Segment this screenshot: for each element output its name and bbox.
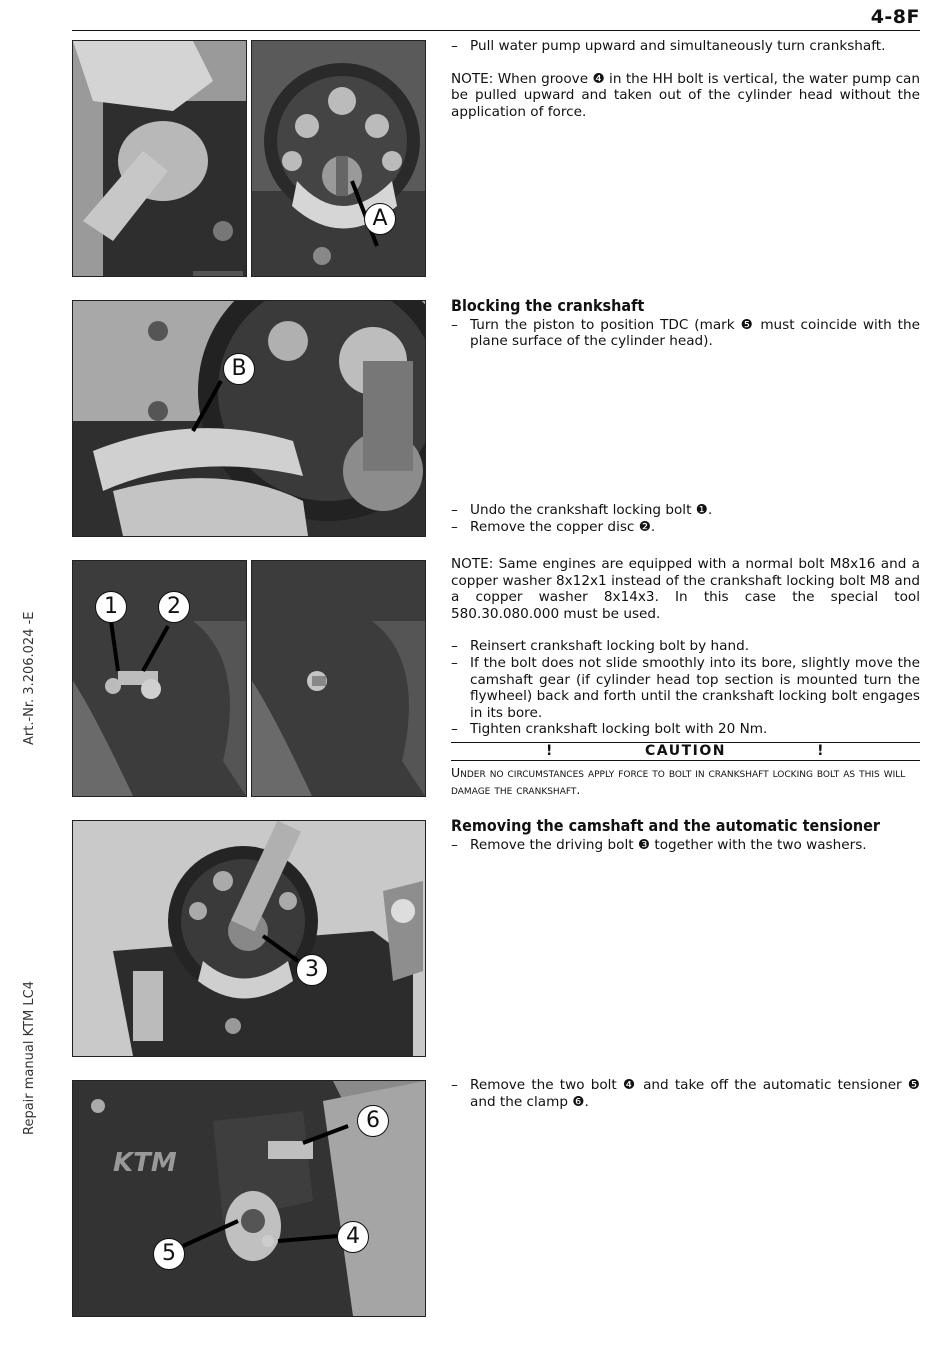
step-remove-driving-bolt: – Remove the driving bolt ❸ together with the two washers.: [451, 837, 920, 854]
step-reinsert-bolt: – Reinsert crankshaft locking bolt by hand.: [451, 638, 920, 655]
header-rule: [72, 30, 920, 31]
section-locking-bolt: [451, 556, 920, 798]
caution-label: CAUTION: [645, 742, 726, 759]
marker-4: 4: [337, 1221, 369, 1253]
note-alternate-bolt: [451, 556, 920, 622]
section-water-pump: [451, 38, 920, 120]
photo-water-pump: [72, 40, 247, 277]
photo-hh-bolt-groove: [251, 40, 426, 277]
step-remove-copper-disc: – Remove the copper disc ❷.: [451, 519, 920, 536]
caution-banner: [451, 742, 920, 761]
photo-driving-bolt: [72, 820, 426, 1057]
marker-6: 6: [357, 1105, 389, 1137]
caution-exclamation-left: !: [546, 742, 554, 759]
caution-exclamation-right: !: [817, 742, 825, 759]
section-removing-camshaft: [451, 818, 920, 853]
marker-5: 5: [153, 1238, 185, 1270]
marker-3: 3: [296, 954, 328, 986]
note-label: NOTE:: [451, 70, 494, 87]
heading-removing-camshaft: Removing the camshaft and the automatic tensioner: [451, 816, 880, 835]
step-pull-water-pump: – Pull water pump upward and simultaneously turn crankshaft.: [451, 38, 920, 55]
step-remove-tensioner: – Remove the two bolt ❹ and take off the automatic tensioner ❺ and the clamp ❻.: [451, 1077, 920, 1110]
photo-locking-bolt-reinserted: [251, 560, 426, 797]
note-text: When groove ❹ in the HH bolt is vertical, the water pump can be pulled upward and taken out of the cylinder head without the application of force.: [451, 70, 920, 120]
step-tighten-bolt: – Tighten crankshaft locking bolt with 20 Nm.: [451, 721, 920, 738]
marker-a: A: [364, 203, 396, 235]
marker-b: B: [223, 353, 255, 385]
note-groove: [451, 71, 920, 121]
page-number: 4-8F: [870, 6, 920, 28]
photo-automatic-tensioner: [72, 1080, 426, 1317]
caution-text: Under no circumstances apply force to bolt in crankshaft locking bolt as this will damage the crankshaft.: [451, 764, 906, 797]
section-automatic-tensioner: [451, 1077, 920, 1110]
photo-locking-bolt-removed: [72, 560, 247, 797]
step-turn-piston-tdc: – Turn the piston to position TDC (mark ❺ must coincide with the plane surface of the cylinder head).: [451, 317, 920, 350]
step-move-camshaft-gear: – If the bolt does not slide smoothly into its bore, slightly move the camshaft gear (if cylinder head top section is mounted turn the flywheel) back and forth until the crankshaft locking bolt engages in its bore.: [451, 655, 920, 721]
note-label-2: NOTE:: [451, 556, 494, 572]
marker-1: 1: [95, 591, 127, 623]
note-alternate-bolt-text: Same engines are equipped with a normal bolt M8x16 and a copper washer 8x12x1 instead of the crankshaft locking bolt M8 and a copper washer 8x14x3. In this case the special tool 580.30.080.000 must be used.: [451, 556, 920, 622]
step-undo-locking-bolt: – Undo the crankshaft locking bolt ❶.: [451, 502, 920, 519]
photo-tdc-mark: [72, 300, 426, 537]
section-undo-locking-bolt: [451, 502, 920, 535]
article-number: Art.-Nr. 3.206.024 -E: [22, 611, 37, 745]
marker-2: 2: [158, 591, 190, 623]
manual-title: Repair manual KTM LC4: [22, 981, 37, 1135]
section-blocking-crankshaft: [451, 298, 920, 350]
heading-blocking-crankshaft: Blocking the crankshaft: [451, 296, 645, 315]
svg-text:KTM: KTM: [113, 1148, 177, 1178]
